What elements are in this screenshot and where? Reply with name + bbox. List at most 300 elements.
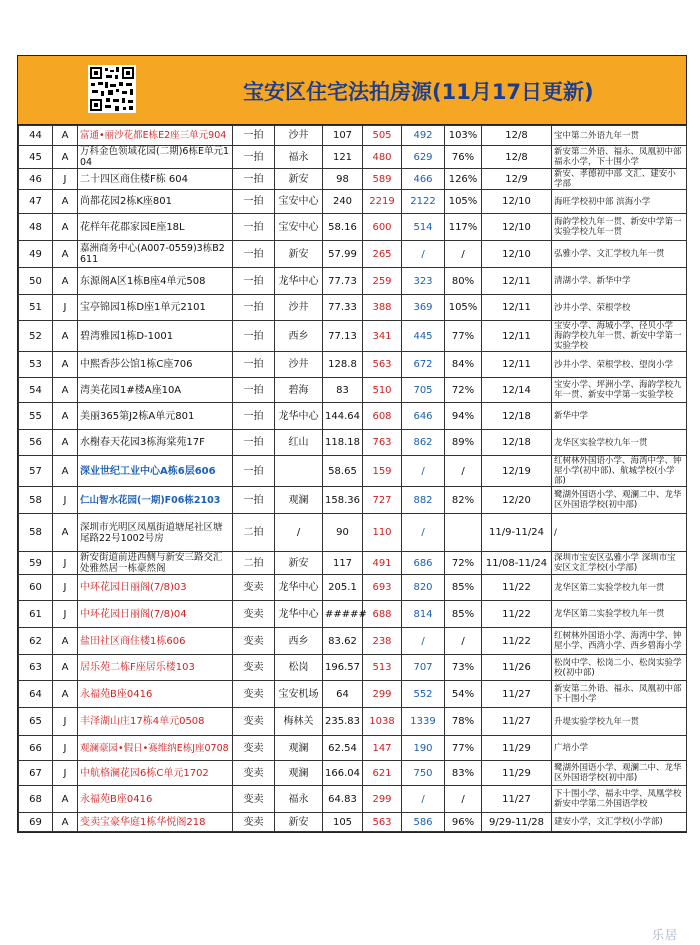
row-number: 49: [19, 241, 53, 268]
property-type: A: [53, 126, 78, 146]
listing-table: [18, 125, 687, 832]
row-number: 68: [19, 786, 53, 813]
property-type: A: [53, 403, 78, 430]
district: 龙华中心: [275, 403, 323, 430]
row-number: 50: [19, 268, 53, 295]
property-name: 二十四区商住楼F栋 604: [78, 169, 233, 190]
price-ratio: 72%: [445, 552, 482, 575]
row-number: 53: [19, 352, 53, 378]
price-ratio: 105%: [445, 295, 482, 321]
school-district: 深圳市宝安区弘雅小学 深圳市宝安区文汇学校(小学部): [552, 552, 687, 575]
row-number: 66: [19, 736, 53, 761]
market-price: 190: [402, 736, 445, 761]
floor-area: 158.36: [323, 487, 363, 514]
auction-round: 变卖: [233, 708, 275, 736]
table-row: [19, 268, 687, 295]
starting-price: 621: [363, 761, 402, 786]
school-district: 新安、孝德初中部 文汇、建安小学部: [552, 169, 687, 190]
school-district: 海旺学校初中部 滨海小学: [552, 190, 687, 214]
starting-price: 1038: [363, 708, 402, 736]
market-price: 686: [402, 552, 445, 575]
starting-price: 763: [363, 430, 402, 456]
district: 福永: [275, 786, 323, 813]
property-type: J: [53, 708, 78, 736]
auction-date: 11/22: [482, 601, 552, 628]
market-price: /: [402, 628, 445, 655]
auction-round: 变卖: [233, 736, 275, 761]
school-district: 宝安小学、坪洲小学、海韵学校九年一贯、新安中学第一实验学校: [552, 378, 687, 403]
district: 松岗: [275, 655, 323, 681]
auction-date: 12/11: [482, 268, 552, 295]
price-ratio: 103%: [445, 126, 482, 146]
property-type: J: [53, 169, 78, 190]
row-number: 63: [19, 655, 53, 681]
floor-area: 58.16: [323, 214, 363, 241]
starting-price: 341: [363, 321, 402, 352]
market-price: 629: [402, 146, 445, 169]
property-type: J: [53, 761, 78, 786]
property-name: 丰泽湖山庄17栋4单元0508: [78, 708, 233, 736]
floor-area: 166.04: [323, 761, 363, 786]
auction-round: 二拍: [233, 552, 275, 575]
row-number: 57: [19, 456, 53, 487]
property-name: 中环花园日丽阁(7/8)04: [78, 601, 233, 628]
market-price: 882: [402, 487, 445, 514]
floor-area: 118.18: [323, 430, 363, 456]
table-row: [19, 487, 687, 514]
district: 龙华中心: [275, 601, 323, 628]
price-ratio: /: [445, 628, 482, 655]
market-price: 369: [402, 295, 445, 321]
floor-area: 98: [323, 169, 363, 190]
floor-area: 58.65: [323, 456, 363, 487]
property-name: 新安街道前进西侧与新安三路交汇处雅然居一栋豪然阁: [78, 552, 233, 575]
starting-price: 159: [363, 456, 402, 487]
school-district: 弘雅小学、文汇学校九年一贯: [552, 241, 687, 268]
auction-date: 12/19: [482, 456, 552, 487]
floor-area: 83: [323, 378, 363, 403]
table-row: [19, 295, 687, 321]
district: 梅林关: [275, 708, 323, 736]
table-row: [19, 430, 687, 456]
property-type: J: [53, 295, 78, 321]
starting-price: 299: [363, 681, 402, 708]
price-ratio: 117%: [445, 214, 482, 241]
auction-round: 一拍: [233, 169, 275, 190]
property-name: 盐田社区商住楼1栋606: [78, 628, 233, 655]
floor-area: 144.64: [323, 403, 363, 430]
market-price: /: [402, 786, 445, 813]
property-name: 美丽365第J2栋A单元801: [78, 403, 233, 430]
auction-date: 12/10: [482, 241, 552, 268]
property-type: A: [53, 430, 78, 456]
starting-price: 388: [363, 295, 402, 321]
auction-date: 12/20: [482, 487, 552, 514]
district: 新安: [275, 241, 323, 268]
floor-area: 77.13: [323, 321, 363, 352]
property-name: 湾美花园1#楼A座10A: [78, 378, 233, 403]
market-price: 646: [402, 403, 445, 430]
header-banner: [18, 56, 686, 125]
starting-price: 727: [363, 487, 402, 514]
starting-price: 259: [363, 268, 402, 295]
property-type: A: [53, 268, 78, 295]
auction-date: 12/10: [482, 214, 552, 241]
school-district: 沙井小学、荣根学校、望岗小学: [552, 352, 687, 378]
auction-date: 11/22: [482, 575, 552, 601]
auction-date: 9/29-11/28: [482, 813, 552, 832]
school-district: 宝安小学、海城小学、径贝小学 海韵学校九年一贯、新安中学第一实验学校: [552, 321, 687, 352]
property-name: 东源阁A区1栋B座4单元508: [78, 268, 233, 295]
price-ratio: 85%: [445, 601, 482, 628]
property-name: 碧湾雅园1栋D-1001: [78, 321, 233, 352]
district: 新安: [275, 813, 323, 832]
auction-date: 12/14: [482, 378, 552, 403]
auction-round: 一拍: [233, 241, 275, 268]
starting-price: 563: [363, 813, 402, 832]
row-number: 47: [19, 190, 53, 214]
school-district: 龙华区第二实验学校九年一贯: [552, 601, 687, 628]
market-price: 2122: [402, 190, 445, 214]
district: 观澜: [275, 761, 323, 786]
row-number: 59: [19, 552, 53, 575]
starting-price: 688: [363, 601, 402, 628]
district: 宝安中心: [275, 190, 323, 214]
property-type: A: [53, 321, 78, 352]
table-row: [19, 403, 687, 430]
auction-date: 11/27: [482, 681, 552, 708]
price-ratio: 85%: [445, 575, 482, 601]
floor-area: 117: [323, 552, 363, 575]
market-price: 323: [402, 268, 445, 295]
price-ratio: 94%: [445, 403, 482, 430]
market-price: /: [402, 241, 445, 268]
price-ratio: 77%: [445, 736, 482, 761]
starting-price: 693: [363, 575, 402, 601]
price-ratio: 54%: [445, 681, 482, 708]
property-type: A: [53, 190, 78, 214]
market-price: 466: [402, 169, 445, 190]
district: 宝安中心: [275, 214, 323, 241]
property-type: A: [53, 241, 78, 268]
auction-round: 变卖: [233, 601, 275, 628]
floor-area: 64: [323, 681, 363, 708]
property-name: 中环花园日丽阁(7/8)03: [78, 575, 233, 601]
property-name: 宝亭锦园1栋D座1单元2101: [78, 295, 233, 321]
market-price: 705: [402, 378, 445, 403]
school-district: 龙华区第二实验学校九年一贯: [552, 575, 687, 601]
school-district: 清湖小学、新华中学: [552, 268, 687, 295]
auction-round: 二拍: [233, 514, 275, 552]
price-ratio: /: [445, 456, 482, 487]
market-price: 750: [402, 761, 445, 786]
district: /: [275, 514, 323, 552]
table-row: [19, 786, 687, 813]
price-ratio: [445, 514, 482, 552]
district: 观澜: [275, 487, 323, 514]
property-name: 变卖宝豪华庭1栋华悦阁218: [78, 813, 233, 832]
market-price: 514: [402, 214, 445, 241]
property-type: J: [53, 736, 78, 761]
auction-round: 一拍: [233, 352, 275, 378]
starting-price: 299: [363, 786, 402, 813]
watermark: 乐居: [651, 928, 678, 942]
school-district: 松岗中学、松岗二小、松岗实验学校(初中部): [552, 655, 687, 681]
row-number: 58: [19, 514, 53, 552]
property-type: J: [53, 575, 78, 601]
property-type: A: [53, 514, 78, 552]
starting-price: 147: [363, 736, 402, 761]
row-number: 65: [19, 708, 53, 736]
district: 新安: [275, 169, 323, 190]
auction-round: 变卖: [233, 681, 275, 708]
table-row: [19, 146, 687, 169]
property-type: A: [53, 813, 78, 832]
starting-price: 491: [363, 552, 402, 575]
auction-date: 11/9-11/24: [482, 514, 552, 552]
market-price: 814: [402, 601, 445, 628]
auction-date: 12/10: [482, 190, 552, 214]
price-ratio: 76%: [445, 146, 482, 169]
property-type: J: [53, 601, 78, 628]
property-type: A: [53, 628, 78, 655]
floor-area: 57.99: [323, 241, 363, 268]
auction-date: 12/9: [482, 169, 552, 190]
district: 新安: [275, 552, 323, 575]
row-number: 61: [19, 601, 53, 628]
property-name: 深业世纪工业中心A栋6层606: [78, 456, 233, 487]
table-row: [19, 241, 687, 268]
table-row: [19, 681, 687, 708]
auction-date: 11/26: [482, 655, 552, 681]
row-number: 54: [19, 378, 53, 403]
school-district: 红树林外国语小学、海湾中学、钟屋小学(初中部)、航城学校(小学部): [552, 456, 687, 487]
property-name: 富通•丽沙花都E栋E2座三单元904: [78, 126, 233, 146]
starting-price: 563: [363, 352, 402, 378]
district: 沙井: [275, 126, 323, 146]
table-row: [19, 126, 687, 146]
price-ratio: 78%: [445, 708, 482, 736]
starting-price: 608: [363, 403, 402, 430]
price-ratio: 80%: [445, 268, 482, 295]
auction-date: 12/8: [482, 146, 552, 169]
starting-price: 480: [363, 146, 402, 169]
auction-round: 一拍: [233, 430, 275, 456]
floor-area: 64.83: [323, 786, 363, 813]
table-row: [19, 761, 687, 786]
table-row: [19, 214, 687, 241]
auction-round: 变卖: [233, 761, 275, 786]
school-district: 新安第二外语、福永、凤凰初中部 下十围小学: [552, 681, 687, 708]
starting-price: 2219: [363, 190, 402, 214]
property-name: 仁山智水花园(一期)F06栋2103: [78, 487, 233, 514]
auction-round: 一拍: [233, 268, 275, 295]
school-district: 建安小学，文汇学校(小学部): [552, 813, 687, 832]
market-price: 672: [402, 352, 445, 378]
property-type: A: [53, 214, 78, 241]
table-row: [19, 321, 687, 352]
starting-price: 600: [363, 214, 402, 241]
row-number: 58: [19, 487, 53, 514]
property-type: A: [53, 681, 78, 708]
table-row: [19, 575, 687, 601]
district: 西乡: [275, 628, 323, 655]
row-number: 48: [19, 214, 53, 241]
floor-area: 90: [323, 514, 363, 552]
district: 宝安机场: [275, 681, 323, 708]
school-district: 新安第二外语、福永、凤凰初中部 福永小学，下十围小学: [552, 146, 687, 169]
school-district: 红树林外国语小学、海湾中学、钟屋小学、西湾小学、西乡碧海小学: [552, 628, 687, 655]
market-price: 445: [402, 321, 445, 352]
table-row: [19, 601, 687, 628]
row-number: 56: [19, 430, 53, 456]
starting-price: 265: [363, 241, 402, 268]
market-price: 707: [402, 655, 445, 681]
district: 龙华中心: [275, 575, 323, 601]
starting-price: 505: [363, 126, 402, 146]
property-type: A: [53, 378, 78, 403]
property-name: 花样年花郡家园E座18L: [78, 214, 233, 241]
floor-area: 128.8: [323, 352, 363, 378]
listing-sheet: [17, 55, 687, 833]
table-row: [19, 456, 687, 487]
auction-round: 一拍: [233, 190, 275, 214]
market-price: 820: [402, 575, 445, 601]
district: 红山: [275, 430, 323, 456]
school-district: /: [552, 514, 687, 552]
table-row: [19, 190, 687, 214]
market-price: 1339: [402, 708, 445, 736]
starting-price: 513: [363, 655, 402, 681]
market-price: 492: [402, 126, 445, 146]
auction-round: 一拍: [233, 214, 275, 241]
market-price: 586: [402, 813, 445, 832]
floor-area: 77.33: [323, 295, 363, 321]
floor-area: 205.1: [323, 575, 363, 601]
row-number: 51: [19, 295, 53, 321]
district: 沙井: [275, 295, 323, 321]
property-type: J: [53, 487, 78, 514]
auction-round: 变卖: [233, 655, 275, 681]
school-district: 鹭湖外国语小学、观澜二中、龙华区外国语学校(初中部): [552, 761, 687, 786]
table-row: [19, 655, 687, 681]
auction-date: 12/18: [482, 403, 552, 430]
price-ratio: 84%: [445, 352, 482, 378]
floor-area: 107: [323, 126, 363, 146]
district: 龙华中心: [275, 268, 323, 295]
starting-price: 589: [363, 169, 402, 190]
auction-round: 变卖: [233, 813, 275, 832]
district: 沙井: [275, 352, 323, 378]
price-ratio: 72%: [445, 378, 482, 403]
property-type: A: [53, 146, 78, 169]
district: 西乡: [275, 321, 323, 352]
district: 福永: [275, 146, 323, 169]
auction-round: 变卖: [233, 575, 275, 601]
property-type: A: [53, 786, 78, 813]
price-ratio: 89%: [445, 430, 482, 456]
page-title: 宝安区住宅法拍房源(11月17日更新): [243, 80, 594, 104]
property-name: 中航格澜花园6栋C单元1702: [78, 761, 233, 786]
auction-round: 一拍: [233, 378, 275, 403]
row-number: 69: [19, 813, 53, 832]
row-number: 60: [19, 575, 53, 601]
property-name: 中熙香莎公馆1栋C座706: [78, 352, 233, 378]
price-ratio: 77%: [445, 321, 482, 352]
auction-date: 11/29: [482, 736, 552, 761]
auction-round: 变卖: [233, 628, 275, 655]
floor-area: 121: [323, 146, 363, 169]
price-ratio: 126%: [445, 169, 482, 190]
property-name: 万科金色领域花园(二期)6栋E单元104: [78, 146, 233, 169]
auction-round: 变卖: [233, 786, 275, 813]
floor-area: 196.57: [323, 655, 363, 681]
table-row: [19, 169, 687, 190]
school-district: 广培小学: [552, 736, 687, 761]
row-number: 44: [19, 126, 53, 146]
property-type: A: [53, 352, 78, 378]
starting-price: 510: [363, 378, 402, 403]
price-ratio: 105%: [445, 190, 482, 214]
market-price: /: [402, 514, 445, 552]
row-number: 55: [19, 403, 53, 430]
auction-date: 12/18: [482, 430, 552, 456]
auction-round: 一拍: [233, 295, 275, 321]
price-ratio: 83%: [445, 761, 482, 786]
auction-round: 一拍: [233, 321, 275, 352]
auction-round: 一拍: [233, 487, 275, 514]
property-name: 永福苑B座0416: [78, 681, 233, 708]
auction-round: 一拍: [233, 126, 275, 146]
school-district: 海韵学校九年一贯、新安中学第一实验学校九年一贯: [552, 214, 687, 241]
price-ratio: 82%: [445, 487, 482, 514]
school-district: 沙井小学、荣根学校: [552, 295, 687, 321]
auction-round: 一拍: [233, 456, 275, 487]
district: [275, 456, 323, 487]
market-price: 552: [402, 681, 445, 708]
row-number: 64: [19, 681, 53, 708]
table-row: [19, 708, 687, 736]
auction-round: 一拍: [233, 403, 275, 430]
price-ratio: 96%: [445, 813, 482, 832]
property-name: 尚都花园2栋K座801: [78, 190, 233, 214]
auction-date: 11/08-11/24: [482, 552, 552, 575]
table-row: [19, 514, 687, 552]
school-district: 鹭湖外国语小学、观澜二中、龙华区外国语学校(初中部): [552, 487, 687, 514]
auction-date: 11/27: [482, 708, 552, 736]
floor-area: 83.62: [323, 628, 363, 655]
auction-date: 11/27: [482, 786, 552, 813]
auction-date: 11/22: [482, 628, 552, 655]
district: 观澜: [275, 736, 323, 761]
auction-date: 12/11: [482, 295, 552, 321]
table-row: [19, 552, 687, 575]
property-name: 居乐苑二栋F座居乐楼103: [78, 655, 233, 681]
qr-code-icon: [88, 65, 136, 113]
table-row: [19, 813, 687, 832]
property-type: A: [53, 456, 78, 487]
property-name: 水榭春天花园3栋海棠苑17F: [78, 430, 233, 456]
property-type: J: [53, 552, 78, 575]
price-ratio: /: [445, 241, 482, 268]
property-name: 深圳市光明区凤凰街道塘尾社区塘尾路22号1002号房: [78, 514, 233, 552]
price-ratio: 73%: [445, 655, 482, 681]
table-row: [19, 736, 687, 761]
floor-area: 240: [323, 190, 363, 214]
price-ratio: /: [445, 786, 482, 813]
row-number: 45: [19, 146, 53, 169]
auction-round: 一拍: [233, 146, 275, 169]
